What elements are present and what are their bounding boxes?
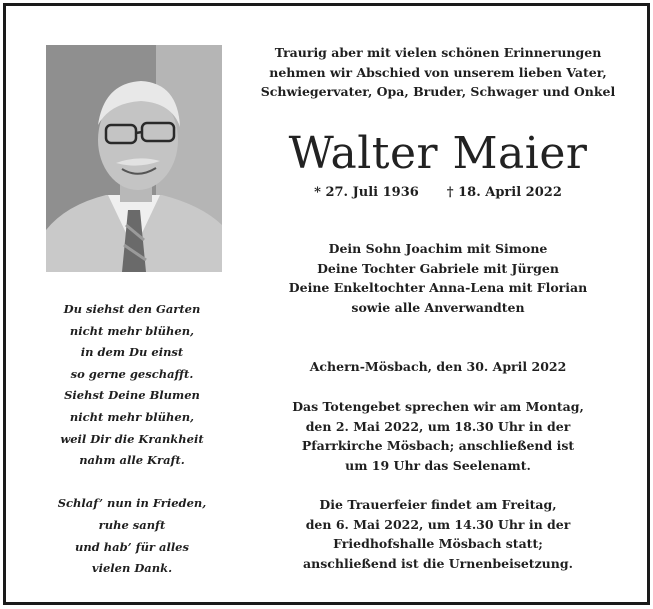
poem-line: Du siehst den Garten — [63, 302, 201, 316]
poem-line: und hab’ für alles — [75, 539, 189, 554]
funeral-info — [252, 495, 624, 573]
prayer-info — [252, 397, 624, 475]
poem-line: nicht mehr blühen, — [69, 323, 195, 338]
memorial-poem — [32, 299, 232, 580]
poem-line: ruhe sanft — [98, 517, 166, 532]
death-date: † 18. April 2022 — [446, 185, 562, 200]
stanza-gap — [32, 472, 232, 494]
birth-date: * 27. Juli 1936 — [314, 185, 419, 200]
portrait-photo — [46, 45, 222, 272]
prayer-line: den 2. Mai 2022, um 18.30 Uhr in der — [305, 418, 571, 434]
place-date: Achern-Mösbach, den 30. April 2022 — [309, 359, 567, 374]
funeral-line: den 6. Mai 2022, um 14.30 Uhr in der — [305, 516, 571, 532]
family-line: Deine Tochter Gabriele mit Jürgen — [317, 260, 559, 276]
life-dates — [252, 183, 624, 203]
poem-line: so gerne geschafft. — [70, 366, 194, 381]
poem-line: nahm alle Kraft. — [79, 453, 185, 468]
family-line: sowie alle Anverwandten — [351, 299, 525, 315]
intro-line: Traurig aber mit vielen schönen Erinnerungen — [274, 45, 602, 60]
obituary-notice — [3, 3, 650, 605]
poem-line: Schlaf’ nun in Frieden, — [57, 496, 207, 511]
prayer-line: um 19 Uhr das Seelenamt. — [345, 457, 531, 473]
deceased-name: Walter Maier — [288, 128, 588, 179]
poem-line: weil Dir die Krankheit — [60, 431, 204, 446]
portrait-image — [46, 45, 222, 272]
poem-line: nicht mehr blühen, — [69, 409, 195, 424]
intro-line: Schwiegervater, Opa, Bruder, Schwager und Onkel — [260, 84, 616, 99]
prayer-line: Das Totengebet sprechen wir am Montag, — [292, 399, 584, 414]
poem-line: in dem Du einst — [80, 345, 184, 360]
funeral-line: anschließend ist die Urnenbeisetzung. — [303, 555, 573, 571]
poem-line: vielen Dank. — [91, 561, 173, 576]
family-line: Dein Sohn Joachim mit Simone — [328, 241, 548, 256]
prayer-line: Pfarrkirche Mösbach; anschließend ist — [301, 438, 575, 453]
intro-text — [252, 43, 624, 102]
funeral-line: Friedhofshalle Mösbach statt; — [333, 536, 543, 551]
family-line: Deine Enkeltochter Anna-Lena mit Florian — [288, 280, 588, 295]
intro-line: nehmen wir Abschied von unserem lieben Vater, — [269, 64, 607, 80]
funeral-line: Die Trauerfeier findet am Freitag, — [319, 497, 557, 512]
poem-line: Siehst Deine Blumen — [64, 388, 200, 403]
family-list — [252, 239, 624, 317]
